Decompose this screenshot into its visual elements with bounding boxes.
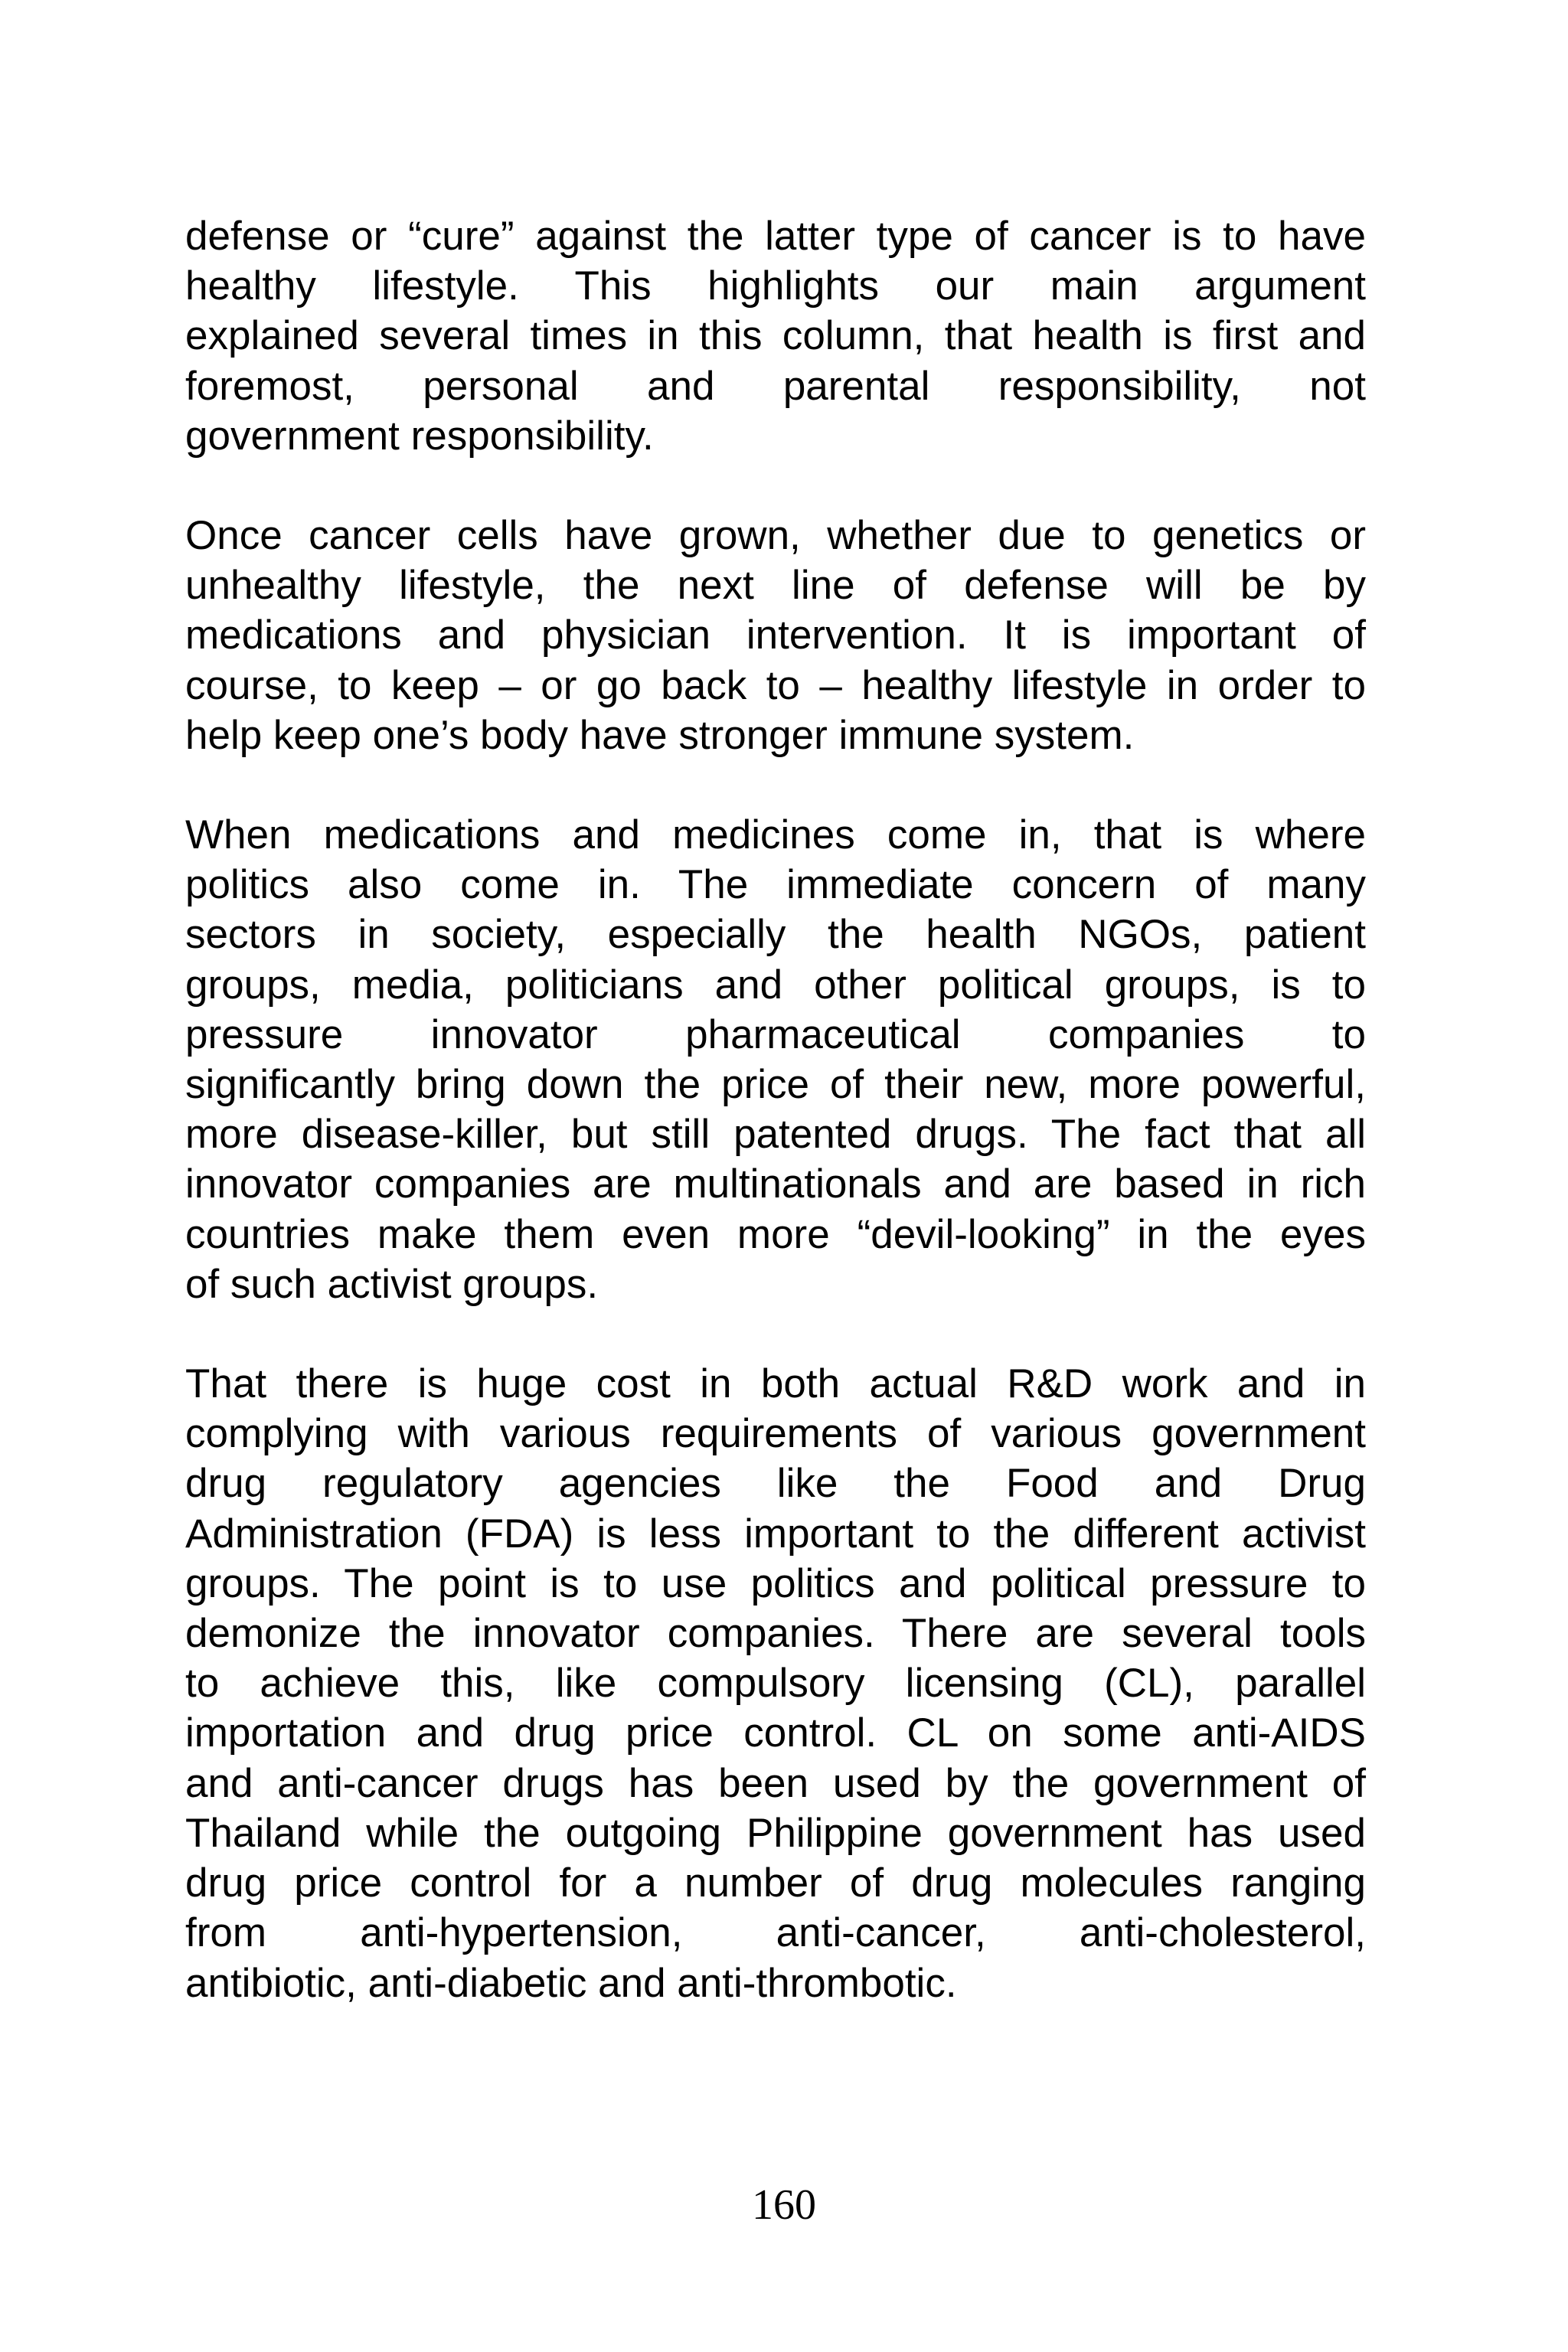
- paragraph-4: [185, 1359, 1366, 2008]
- text-line: help keep one’s body have stronger immune system.: [185, 712, 1135, 758]
- text-line: innovator companies are multinationals and are based in rich: [185, 1161, 1366, 1207]
- text-line: groups. The point is to use politics and political pressure to: [185, 1560, 1366, 1606]
- text-line: defense or “cure” against the latter type of cancer is to have: [185, 214, 1366, 259]
- text-line: drug price control for a number of drug molecules ranging: [185, 1860, 1366, 1906]
- text-line: government responsibility.: [185, 413, 654, 459]
- text-line: healthy lifestyle. This highlights our main argument: [185, 263, 1366, 309]
- text-line: significantly bring down the price of their new, more powerful,: [185, 1062, 1366, 1108]
- text-line: pressure innovator pharmaceutical companies to: [185, 1011, 1366, 1057]
- text-line: medications and physician intervention. It is important of: [185, 612, 1366, 658]
- text-line: drug regulatory agencies like the Food and Drug: [185, 1461, 1366, 1507]
- text-line: more disease-killer, but still patented drugs. The fact that all: [185, 1112, 1366, 1158]
- text-line: and anti-cancer drugs has been used by the government of: [185, 1760, 1366, 1806]
- paragraph-3: [185, 810, 1366, 1309]
- text-line: of such activist groups.: [185, 1261, 599, 1307]
- text-line: Administration (FDA) is less important to the different activist: [185, 1511, 1366, 1557]
- text-line: That there is huge cost in both actual R&D work and in: [185, 1361, 1366, 1407]
- text-line: Thailand while the outgoing Philippine government has used: [185, 1810, 1366, 1856]
- text-line: unhealthy lifestyle, the next line of defense will be by: [185, 563, 1366, 609]
- text-line: Once cancer cells have grown, whether due to genetics or: [185, 513, 1366, 559]
- body-text: [185, 211, 1366, 2058]
- text-line: politics also come in. The immediate concern of many: [185, 862, 1366, 908]
- text-line: countries make them even more “devil-looking” in the eyes: [185, 1211, 1366, 1257]
- text-line: importation and drug price control. CL on some anti-AIDS: [185, 1710, 1366, 1756]
- text-line: antibiotic, anti-diabetic and anti-thrombotic.: [185, 1960, 957, 2006]
- text-line: groups, media, politicians and other political groups, is to: [185, 962, 1366, 1008]
- text-line: foremost, personal and parental responsibility, not: [185, 363, 1366, 409]
- paragraph-2: [185, 511, 1366, 760]
- text-line: course, to keep – or go back to – healthy lifestyle in order to: [185, 662, 1366, 708]
- text-line: demonize the innovator companies. There are several tools: [185, 1611, 1366, 1657]
- page-number: 160: [752, 2181, 816, 2229]
- text-line: to achieve this, like compulsory licensing (CL), parallel: [185, 1661, 1366, 1707]
- text-line: complying with various requirements of various government: [185, 1411, 1366, 1457]
- text-line: When medications and medicines come in, that is where: [185, 812, 1366, 858]
- text-line: sectors in society, especially the health NGOs, patient: [185, 912, 1366, 958]
- text-line: explained several times in this column, that health is first and: [185, 313, 1366, 359]
- text-line: from anti-hypertension, anti-cancer, anti-cholesterol,: [185, 1910, 1366, 1956]
- paragraph-1: [185, 211, 1366, 461]
